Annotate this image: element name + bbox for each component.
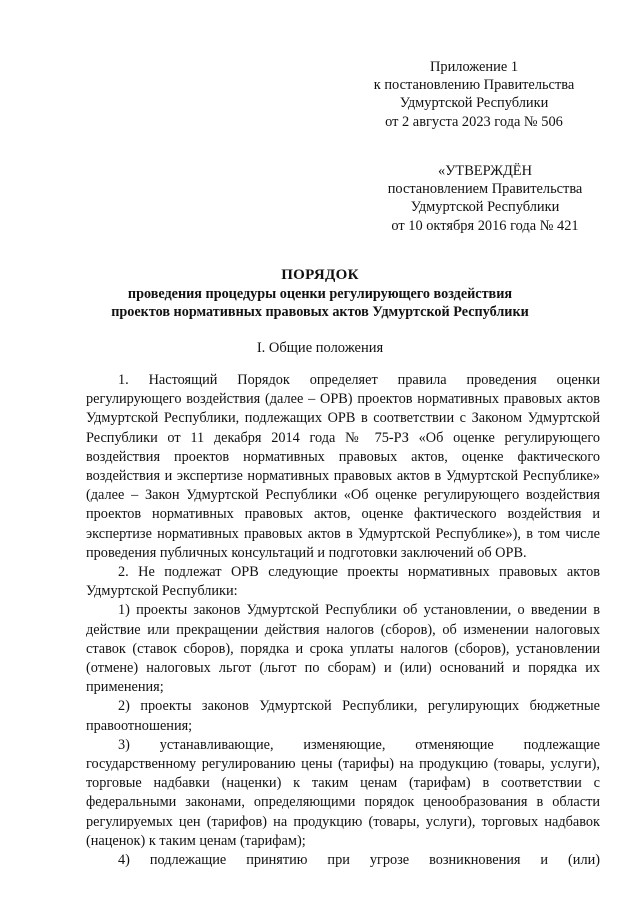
appendix-line: Удмуртской Республики <box>399 95 549 112</box>
appendix-line: Приложение 1 <box>429 59 519 75</box>
paragraph: 3) устанавливающие, изменяющие, отменяющие подлежащие государственному регулированию цены (тарифы) на продукцию (товары, услуги), торговые надбавки (наценки) к таким ценам (тарифам) в соответствии с федеральными законами, определяющими порядок ценообразования в области регулируемых цен (тарифов) на продукцию (товары, услуги), торговых надбавок (наценок) к таким ценам (тарифам); <box>86 736 600 849</box>
approval-stamp <box>366 162 604 235</box>
document-title <box>100 265 540 321</box>
paragraph: 1. Настоящий Порядок определяет правила проведения оценки регулирующего воздействия (далее – ОРВ) проектов нормативных правовых актов Удмуртской Республики, подлежащих ОРВ в соответствии с Законом Удмуртской Республики от 11 декабря 2014 года № 75-РЗ «Об оценке регулирующего воздействия проектов нормативных правовых актов, оценке фактического воздействия и экспертизе нормативных правовых актов в Удмуртской Республике» (далее – Закон Удмуртской Республики «Об оценке регулирующего воздействия проектов нормативных правовых актов, оценке фактического воздействия и экспертизе нормативных правовых актов в Удмуртской Республике»), в том числе проведения публичных консультаций и подготовки заключений об ОРВ. <box>86 372 600 561</box>
title-main: ПОРЯДОК <box>281 267 359 283</box>
document-body <box>86 371 600 870</box>
appendix-line: к постановлению Правительства <box>373 77 575 94</box>
approval-line: от 10 октября 2016 года № 421 <box>391 217 579 234</box>
approval-line: Удмуртской Республики <box>410 199 560 216</box>
approval-line: «УТВЕРЖДЁН <box>438 163 532 179</box>
appendix-line: от 2 августа 2023 года № 506 <box>385 113 563 130</box>
section-heading: I. Общие положения <box>256 340 384 356</box>
appendix-note <box>356 58 592 131</box>
paragraph: 2) проекты законов Удмуртской Республики, регулирующих бюджетные правоотношения; <box>86 698 600 734</box>
title-subtitle: проектов нормативных правовых актов Удмуртской Республики <box>111 304 529 321</box>
paragraph: 4) подлежащие принятию при угрозе возникновения и (или) <box>118 852 600 869</box>
paragraph: 2. Не подлежат ОРВ следующие проекты нормативных правовых актов Удмуртской Республики: <box>86 564 600 600</box>
paragraph: 1) проекты законов Удмуртской Республики об установлении, о введении в действие или прекращении действия налогов (сборов), об изменении налоговых ставок (ставок сборов), порядка и срока уплаты налогов (сборов), установлении (отмене) налоговых льгот (льгот по сборам) и (или) оснований и порядка их применения; <box>86 602 600 696</box>
title-subtitle: проведения процедуры оценки регулирующего воздействия <box>127 286 513 302</box>
approval-line: постановлением Правительства <box>387 181 583 198</box>
